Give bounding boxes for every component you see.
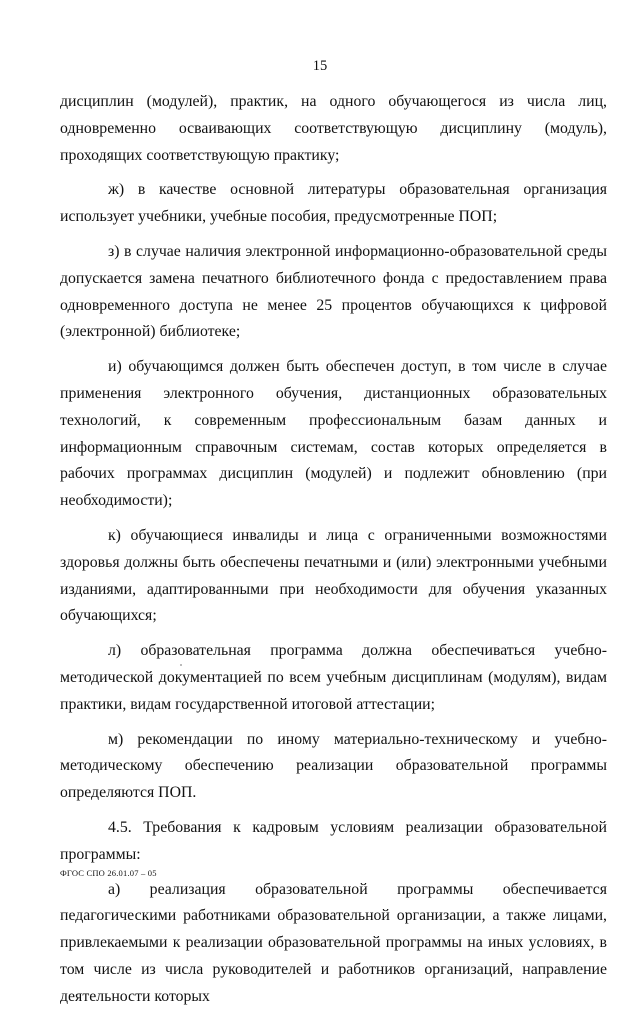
paragraph-z: з) в случае наличия электронной информационно-образовательной среды допускается замена печатного библиотечного фонда с предоставлением права одновременного доступа не менее 25 процентов обучающихся к цифровой (электронной) библиотеке; <box>60 242 607 341</box>
paragraph-l: л) образовательная программа должна обеспечиваться учебно-методической документацией по всем учебным дисциплинам (модулям), видам практики, видам государственной итоговой аттестации; <box>60 642 607 713</box>
paragraph-i: и) обучающимся должен быть обеспечен доступ, в том числе в случае применения электронного обучения, дистанционных образовательных технологий, к современным профессиональным базам данных и информационным справочным системам, состав которых определяется в рабочих программах дисциплин (модулей) и подлежит обновлению (при необходимости); <box>60 358 607 510</box>
paragraph-k: к) обучающиеся инвалиды и лица с ограниченными возможностями здоровья должны быть обеспечены печатными и (или) электронными учебными изданиями, адаптированными при необходимости для обучения указанных обучающихся; <box>60 526 607 625</box>
paragraph-zh: ж) в качестве основной литературы образовательная организация использует учебники, учебные пособия, предусмотренные ПОП; <box>60 181 607 226</box>
document-body <box>60 89 607 1019</box>
paragraph-m: м) рекомендации по иному материально-техническому и учебно-методическому обеспечению реализации образовательной программы определяются ПОП. <box>60 730 607 802</box>
document-footer: ФГОС СПО 26.01.07 – 05 <box>60 868 157 878</box>
paragraph-a: а) реализация образовательной программы обеспечивается педагогическими работниками образовательной организации, а также лицами, привлекаемыми к реализации образовательной программы на иных условиях, в том числе из числа руководителей и работников организаций, направление деятельности которых <box>60 880 607 1005</box>
scan-speck <box>180 664 182 666</box>
paragraph-continuation: дисциплин (модулей), практик, на одного обучающегося из числа лиц, одновременно осваивающих соответствующую дисциплину (модуль), проходящих соответствующую практику; <box>60 93 607 164</box>
section-4-5-heading: 4.5. Требования к кадровым условиям реализации образовательной программы: <box>60 818 607 863</box>
page-number: 15 <box>312 58 328 74</box>
